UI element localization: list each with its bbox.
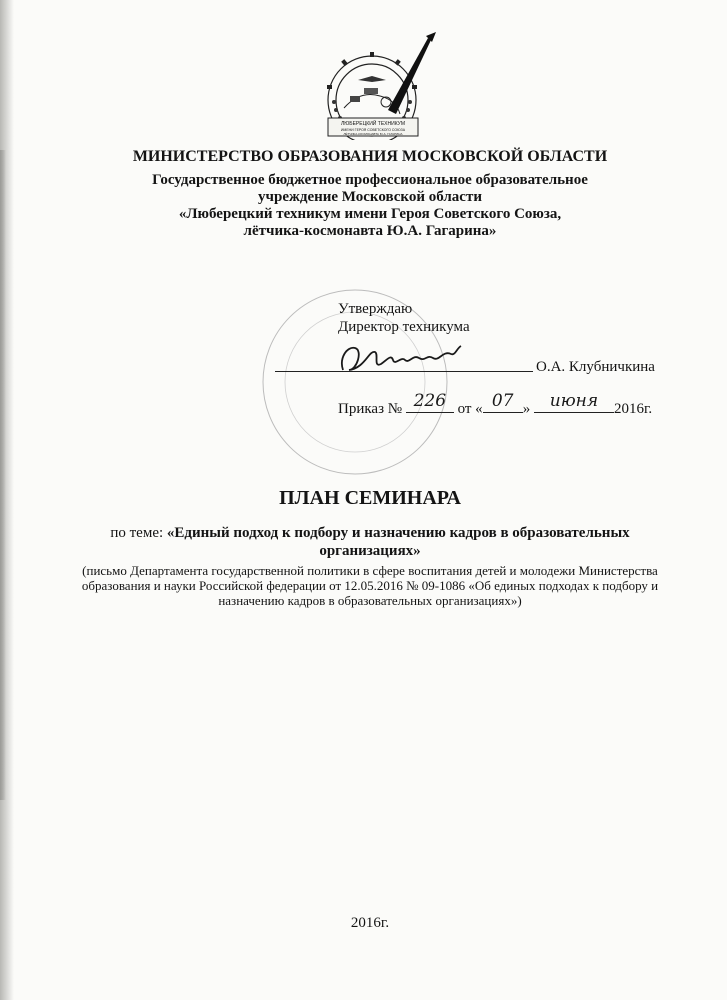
svg-text:ИМЕНИ ГЕРОЯ СОВЕТСКОГО СОЮЗА: ИМЕНИ ГЕРОЯ СОВЕТСКОГО СОЮЗА bbox=[340, 128, 406, 132]
institution-line-1: Государственное бюджетное профессиональное образовательное bbox=[152, 172, 588, 188]
technikum-logo bbox=[300, 30, 450, 140]
institution-line-4: лётчика-космонавта Ю.А. Гагарина» bbox=[243, 223, 497, 239]
director-name: О.А. Клубничкина bbox=[536, 359, 655, 375]
order-number: 226 bbox=[413, 391, 447, 411]
order-from: от « bbox=[457, 401, 483, 417]
document-year: 2016г. bbox=[350, 915, 390, 931]
director-position: Директор техникума bbox=[338, 319, 470, 335]
order-day: 07 bbox=[491, 391, 514, 411]
order-prefix: Приказ № bbox=[338, 401, 403, 417]
seminar-theme bbox=[70, 524, 670, 560]
institution-line-2: учреждение Московской области bbox=[258, 189, 482, 205]
theme-text: «Единый подход к подбору и назначению кадров в образовательных организациях» bbox=[166, 525, 630, 559]
order-day-field bbox=[483, 391, 523, 413]
order-day-close: » bbox=[522, 401, 531, 417]
scan-edge-shadow-dark bbox=[0, 150, 6, 800]
svg-text:ЛЁТЧИКА-КОСМОНАВТА Ю.А. ГАГАРИ: ЛЁТЧИКА-КОСМОНАВТА Ю.А. ГАГАРИНА bbox=[343, 132, 403, 136]
director-signature bbox=[335, 340, 465, 380]
approve-label: Утверждаю bbox=[338, 301, 413, 317]
approval-block bbox=[338, 300, 470, 336]
institution-line-3: «Люберецкий техникум имени Героя Советского Союза, bbox=[178, 206, 562, 222]
document-title: ПЛАН СЕМИНАРА bbox=[279, 487, 461, 509]
theme-prefix: по теме: bbox=[110, 525, 167, 541]
institution-name bbox=[60, 172, 680, 240]
order-year: 2016г. bbox=[613, 401, 653, 417]
ministry-heading: МИНИСТЕРСТВО ОБРАЗОВАНИЯ МОСКОВСКОЙ ОБЛАСТИ bbox=[132, 148, 608, 165]
order-line bbox=[338, 391, 653, 418]
order-month: июня bbox=[549, 391, 599, 411]
letter-reference: (письмо Департамента государственной политики в сфере воспитания детей и молодежи Министерства образования и науки Российской федерации от 12.05.2016 № 09-1086 «Об единых подходах к подбору и назначению кадров в образовательных организациях») bbox=[81, 563, 659, 608]
signature-line bbox=[275, 371, 533, 372]
order-number-field bbox=[406, 391, 454, 413]
order-month-field bbox=[534, 391, 614, 413]
logo-banner-text: ЛЮБЕРЕЦКИЙ ТЕХНИКУМ bbox=[340, 121, 406, 127]
